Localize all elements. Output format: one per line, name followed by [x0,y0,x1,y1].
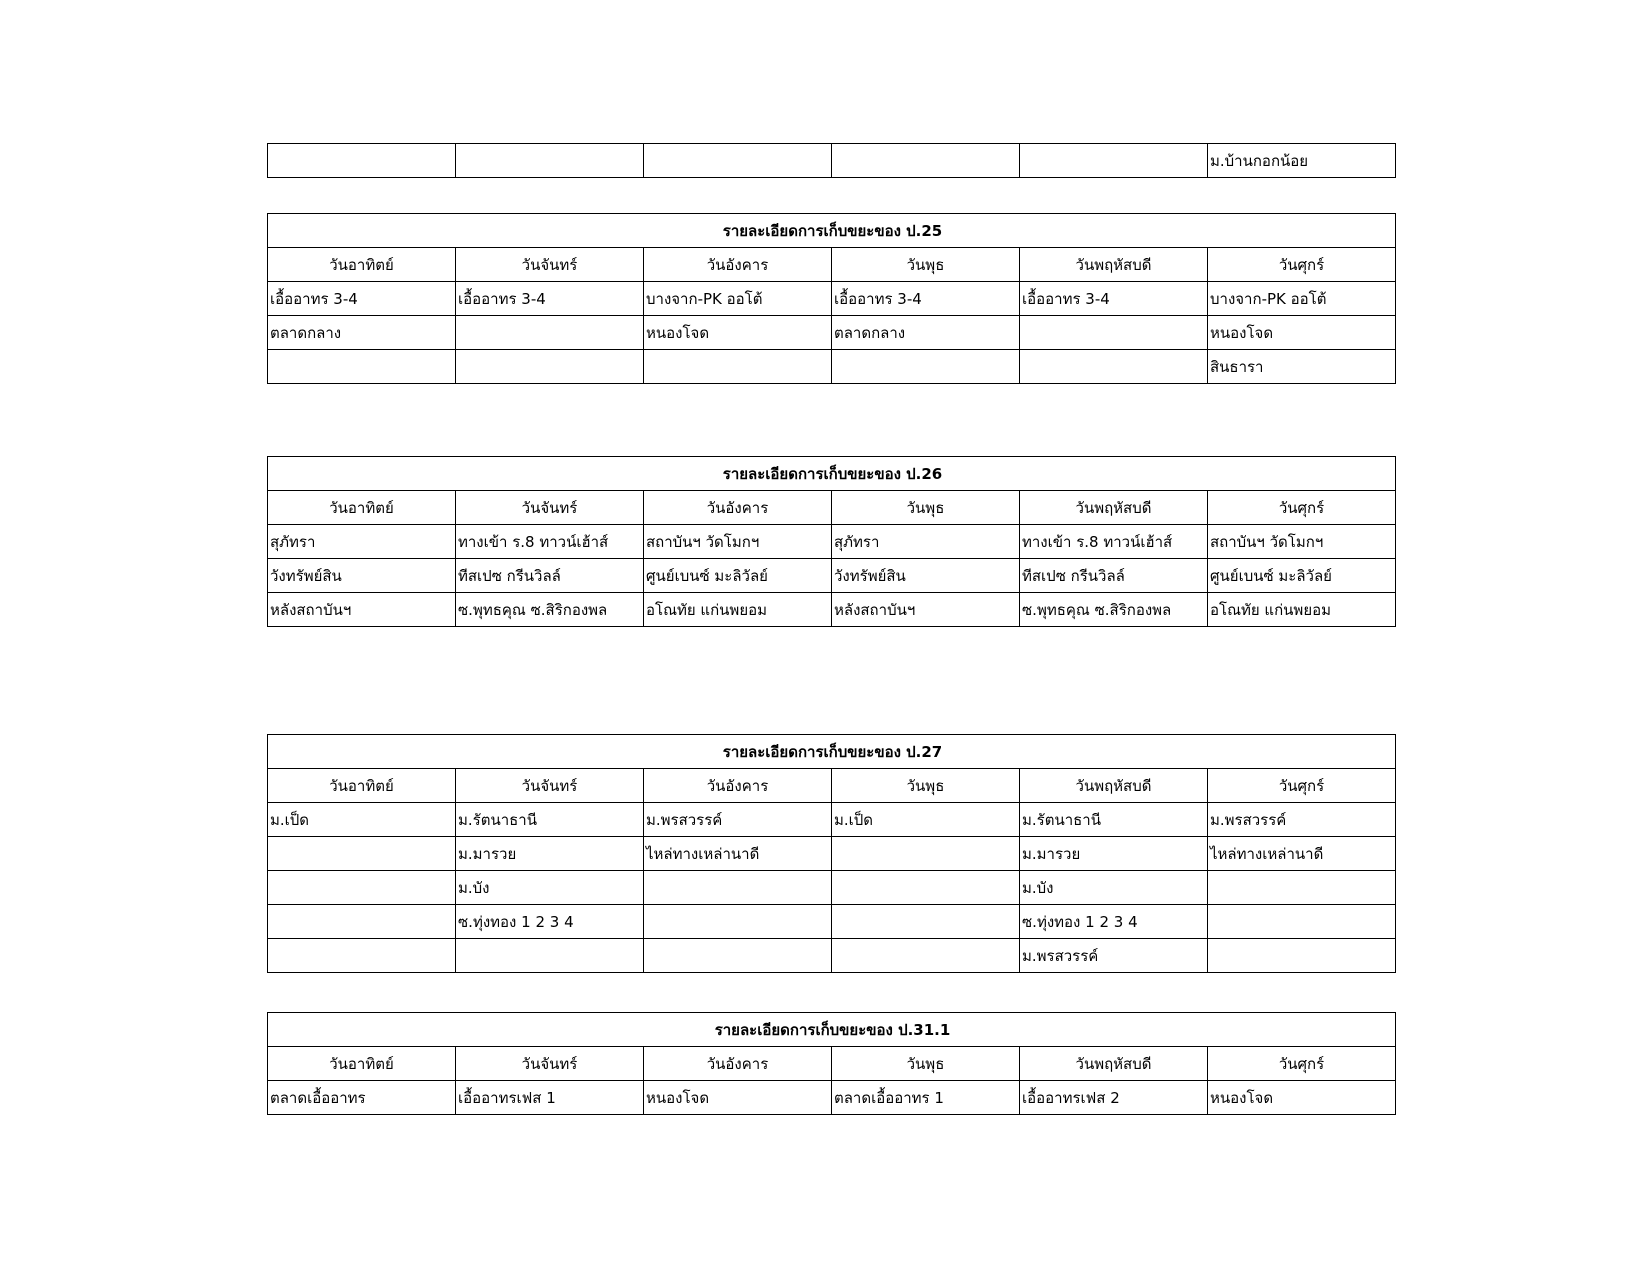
day-header: วันศุกร์ [1208,769,1396,803]
table-title-row [268,1013,1396,1047]
table-cell: ตลาดกลาง [832,316,1020,350]
day-header: วันจันทร์ [456,248,644,282]
table-row [268,350,1396,384]
day-header: วันพุธ [832,248,1020,282]
partial-schedule-table [267,143,1396,178]
table-cell: หลังสถาบันฯ [268,593,456,627]
day-header-row [268,1047,1396,1081]
table-cell: เอื้ออาทรเฟส 2 [1020,1081,1208,1115]
table-cell: ม.เป็ด [268,803,456,837]
table-row [268,593,1396,627]
table-cell: ม.พรสวรรค์ [1208,803,1396,837]
table-cell [644,350,832,384]
table-cell: เอื้ออาทร 3-4 [832,282,1020,316]
day-header: วันอาทิตย์ [268,491,456,525]
table-row [268,803,1396,837]
table-row [268,939,1396,973]
table-cell [644,939,832,973]
day-header: วันอาทิตย์ [268,1047,456,1081]
table-cell: บางจาก-PK ออโต้ [644,282,832,316]
table-cell: วังทรัพย์สิน [268,559,456,593]
table-cell: สถาบันฯ วัดโมกฯ [644,525,832,559]
table-title: รายละเอียดการเก็บขยะของ ป.26 [268,457,1396,491]
table-cell: ตลาดเอื้ออาทร [268,1081,456,1115]
day-header: วันอังคาร [644,1047,832,1081]
table-title-row [268,214,1396,248]
day-header: วันจันทร์ [456,491,644,525]
table-cell [268,905,456,939]
table-cell: หลังสถาบันฯ [832,593,1020,627]
table-cell: ม.มารวย [456,837,644,871]
day-header: วันพฤหัสบดี [1020,769,1208,803]
day-header: วันพฤหัสบดี [1020,248,1208,282]
table-cell [832,144,1020,178]
table-cell: ทางเข้า ร.8 ทาวน์เฮ้าส์ [456,525,644,559]
table-cell: ซ.พุทธคุณ ซ.สิริกองพล [1020,593,1208,627]
table-cell: ม.รัตนาธานี [456,803,644,837]
table-cell [1208,939,1396,973]
table-cell: ม.มารวย [1020,837,1208,871]
table-cell: หนองโจด [644,1081,832,1115]
table-cell [644,871,832,905]
day-header: วันจันทร์ [456,769,644,803]
table-cell: สุภัทรา [832,525,1020,559]
table-cell: หนองโจด [644,316,832,350]
day-header: วันอังคาร [644,248,832,282]
table-row [268,837,1396,871]
table-cell [268,144,456,178]
table-title-row [268,735,1396,769]
table-cell: ทีสเปซ กรีนวิลล์ [456,559,644,593]
table-cell [644,144,832,178]
table-cell [268,871,456,905]
schedule-table-p27 [267,734,1396,973]
table-cell: วังทรัพย์สิน [832,559,1020,593]
table-cell: เอื้ออาทร 3-4 [1020,282,1208,316]
table-title: รายละเอียดการเก็บขยะของ ป.27 [268,735,1396,769]
table-cell: เอื้ออาทร 3-4 [268,282,456,316]
table-cell [832,939,1020,973]
day-header: วันอาทิตย์ [268,769,456,803]
table-cell: เอื้ออาทรเฟส 1 [456,1081,644,1115]
schedule-table-p26 [267,456,1396,627]
table-title-row [268,457,1396,491]
table-cell [832,905,1020,939]
day-header: วันศุกร์ [1208,1047,1396,1081]
day-header: วันพุธ [832,1047,1020,1081]
table-cell [1020,144,1208,178]
table-row [268,871,1396,905]
table-cell: หนองโจด [1208,316,1396,350]
table-cell: ศูนย์เบนซ์ มะลิวัลย์ [644,559,832,593]
day-header: วันศุกร์ [1208,491,1396,525]
day-header-row [268,491,1396,525]
schedule-table-p25 [267,213,1396,384]
day-header: วันพุธ [832,769,1020,803]
table-cell [456,144,644,178]
table-cell: ม.บัง [1020,871,1208,905]
table-cell [456,350,644,384]
schedule-table-p31-1 [267,1012,1396,1115]
day-header: วันจันทร์ [456,1047,644,1081]
table-cell: สุภัทรา [268,525,456,559]
table-cell: ม.พรสวรรค์ [644,803,832,837]
day-header: วันอังคาร [644,491,832,525]
table-cell: หนองโจด [1208,1081,1396,1115]
table-cell: ม.รัตนาธานี [1020,803,1208,837]
table-cell [268,939,456,973]
table-cell: ม.บัง [456,871,644,905]
table-cell: เอื้ออาทร 3-4 [456,282,644,316]
table-row [268,282,1396,316]
table-cell: ทางเข้า ร.8 ทาวน์เฮ้าส์ [1020,525,1208,559]
table-cell [832,837,1020,871]
day-header: วันอาทิตย์ [268,248,456,282]
day-header: วันอังคาร [644,769,832,803]
table-cell: สถาบันฯ วัดโมกฯ [1208,525,1396,559]
table-cell [1020,316,1208,350]
table-row [268,144,1396,178]
table-row [268,559,1396,593]
table-cell: ซ.พุทธคุณ ซ.สิริกองพล [456,593,644,627]
table-cell: ม.พรสวรรค์ [1020,939,1208,973]
table-cell: ไหล่ทางเหล่านาดี [644,837,832,871]
table-cell [644,905,832,939]
table-cell [456,939,644,973]
day-header: วันพฤหัสบดี [1020,1047,1208,1081]
table-cell [832,350,1020,384]
table-cell [268,350,456,384]
table-cell [832,871,1020,905]
table-cell: สินธารา [1208,350,1396,384]
table-cell: ซ.ทุ่งทอง 1 2 3 4 [1020,905,1208,939]
table-cell [1208,905,1396,939]
table-cell: ม.เป็ด [832,803,1020,837]
table-cell: บางจาก-PK ออโต้ [1208,282,1396,316]
table-title: รายละเอียดการเก็บขยะของ ป.25 [268,214,1396,248]
table-cell [1208,871,1396,905]
table-title: รายละเอียดการเก็บขยะของ ป.31.1 [268,1013,1396,1047]
table-cell: ม.บ้านกอกน้อย [1208,144,1396,178]
table-row [268,525,1396,559]
table-cell: ทีสเปซ กรีนวิลล์ [1020,559,1208,593]
day-header: วันพุธ [832,491,1020,525]
table-row [268,1081,1396,1115]
table-cell [268,837,456,871]
table-cell: ตลาดกลาง [268,316,456,350]
table-cell: อโณทัย แก่นพยอม [1208,593,1396,627]
table-cell: ตลาดเอื้ออาทร 1 [832,1081,1020,1115]
day-header-row [268,769,1396,803]
day-header: วันศุกร์ [1208,248,1396,282]
day-header: วันพฤหัสบดี [1020,491,1208,525]
table-row [268,905,1396,939]
table-cell [1020,350,1208,384]
table-cell [456,316,644,350]
day-header-row [268,248,1396,282]
table-cell: อโณทัย แก่นพยอม [644,593,832,627]
table-cell: ศูนย์เบนซ์ มะลิวัลย์ [1208,559,1396,593]
table-cell: ซ.ทุ่งทอง 1 2 3 4 [456,905,644,939]
table-row [268,316,1396,350]
table-cell: ไหล่ทางเหล่านาดี [1208,837,1396,871]
